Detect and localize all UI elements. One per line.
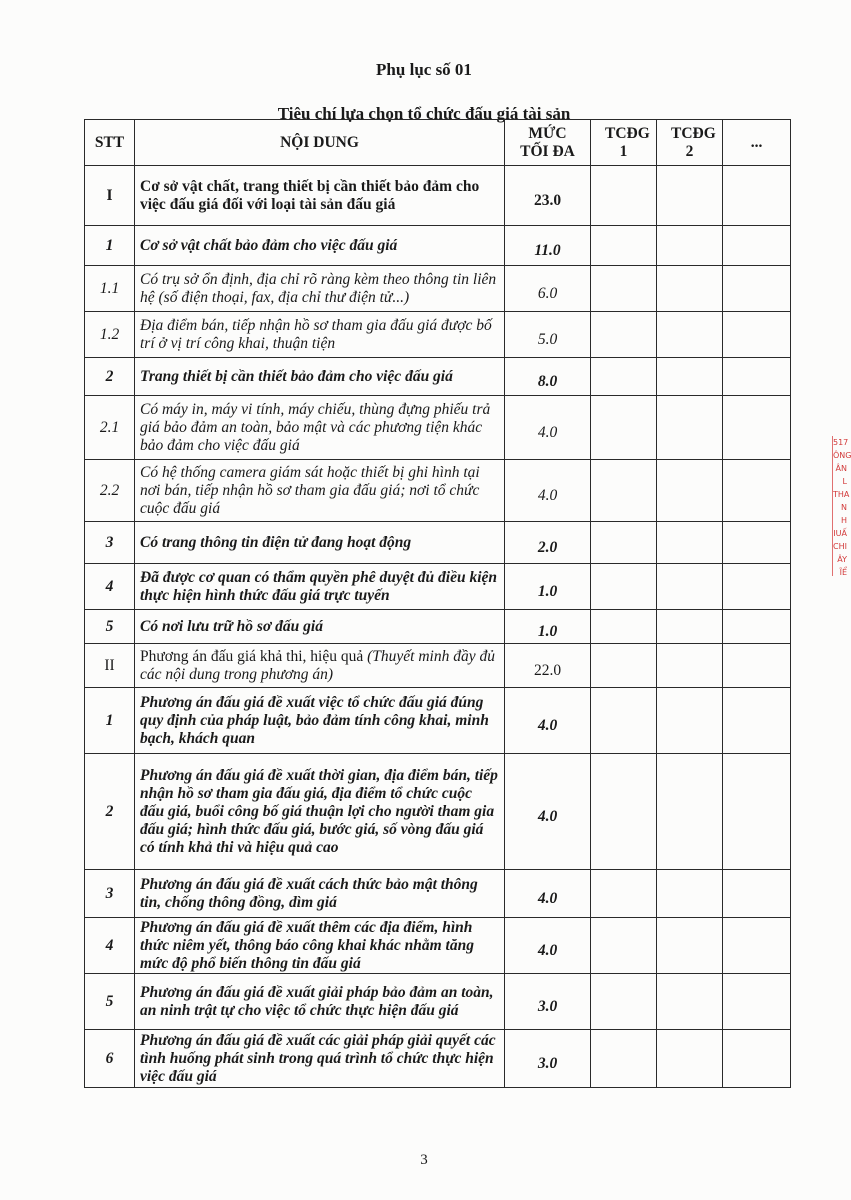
row-more-cell	[723, 564, 791, 610]
row-more-cell	[723, 266, 791, 312]
row-tcdg-2-cell	[657, 1030, 723, 1088]
row-tcdg-2-cell	[657, 564, 723, 610]
row-tcdg-1-cell	[591, 396, 657, 460]
row-tcdg-2-cell	[657, 166, 723, 226]
row-tcdg-2-cell	[657, 918, 723, 974]
row-more-cell	[723, 754, 791, 870]
row-stt: 2	[85, 358, 135, 396]
row-tcdg-1-cell	[591, 644, 657, 688]
red-stamp: 517 ÔNG ÂN L THA N H IUẤ CHI ÂY ĨỂ	[833, 438, 851, 577]
row-tcdg-1-cell	[591, 266, 657, 312]
row-content	[135, 610, 505, 644]
row-content-text: Trang thiết bị cần thiết bảo đảm cho việc đấu giá	[140, 367, 453, 385]
table-row	[85, 644, 791, 688]
row-content	[135, 688, 505, 754]
row-tcdg-1-cell	[591, 918, 657, 974]
row-tcdg-2-cell	[657, 644, 723, 688]
table-row	[85, 1030, 791, 1088]
col-content: NỘI DUNG	[135, 120, 505, 166]
table-row	[85, 460, 791, 522]
row-content	[135, 166, 505, 226]
row-tcdg-1-cell	[591, 522, 657, 564]
row-tcdg-2-cell	[657, 754, 723, 870]
table-row	[85, 312, 791, 358]
row-content-text: Có nơi lưu trữ hồ sơ đấu giá	[140, 617, 323, 635]
row-tcdg-1-cell	[591, 870, 657, 918]
row-max-score: 5.0	[505, 312, 591, 358]
row-more-cell	[723, 610, 791, 644]
row-content-text: Có máy in, máy vi tính, máy chiếu, thùng đựng phiếu trả giá bảo đảm an toàn, bảo mật và các phương tiện khác bảo đảm cho việc đấu giá	[140, 400, 491, 454]
col-tcdg-2: TCĐG 2	[657, 120, 723, 166]
row-more-cell	[723, 396, 791, 460]
row-content-text: Phương án đấu giá đề xuất việc tổ chức đấu giá đúng quy định của pháp luật, bảo đảm tính công khai, minh bạch, khách quan	[140, 693, 489, 747]
row-tcdg-1-cell	[591, 754, 657, 870]
row-more-cell	[723, 1030, 791, 1088]
row-max-score: 11.0	[505, 226, 591, 266]
row-more-cell	[723, 226, 791, 266]
table-row	[85, 522, 791, 564]
row-content-text: Phương án đấu giá đề xuất cách thức bảo mật thông tin, chống thông đồng, dìm giá	[140, 875, 478, 911]
col-tcdg-1: TCĐG 1	[591, 120, 657, 166]
row-content	[135, 226, 505, 266]
row-tcdg-2-cell	[657, 266, 723, 312]
row-content-text: Phương án đấu giá đề xuất thêm các địa điểm, hình thức niêm yết, thông báo công khai khác nhằm tăng mức độ phổ biến thông tin đấu giá	[140, 918, 474, 972]
row-tcdg-1-cell	[591, 1030, 657, 1088]
row-max-score: 22.0	[505, 644, 591, 688]
row-more-cell	[723, 688, 791, 754]
row-more-cell	[723, 166, 791, 226]
row-tcdg-1-cell	[591, 312, 657, 358]
row-content-text: Phương án đấu giá đề xuất thời gian, địa điểm bán, tiếp nhận hồ sơ tham gia đấu giá, địa điểm tổ chức cuộc đấu giá, buổi công bố giá thuận lợi cho người tham gia đấu giá; hình thức đấu giá, bước giá, số vòng đấu giá có tính khả thi và hiệu quả cao	[140, 766, 498, 856]
row-more-cell	[723, 358, 791, 396]
row-max-score: 4.0	[505, 754, 591, 870]
row-max-score: 2.0	[505, 522, 591, 564]
table-row	[85, 226, 791, 266]
row-more-cell	[723, 974, 791, 1030]
row-more-cell	[723, 522, 791, 564]
row-tcdg-2-cell	[657, 522, 723, 564]
row-more-cell	[723, 312, 791, 358]
row-max-score: 4.0	[505, 918, 591, 974]
row-more-cell	[723, 460, 791, 522]
row-max-score: 23.0	[505, 166, 591, 226]
row-tcdg-2-cell	[657, 974, 723, 1030]
row-stt: I	[85, 166, 135, 226]
row-content	[135, 312, 505, 358]
row-stt: 3	[85, 522, 135, 564]
row-tcdg-2-cell	[657, 358, 723, 396]
row-stt: II	[85, 644, 135, 688]
row-tcdg-2-cell	[657, 688, 723, 754]
row-max-score: 4.0	[505, 870, 591, 918]
row-tcdg-1-cell	[591, 226, 657, 266]
row-stt: 1.2	[85, 312, 135, 358]
row-content-text: Đã được cơ quan có thẩm quyền phê duyệt đủ điều kiện thực hiện hình thức đấu giá trực tuyến	[140, 568, 498, 604]
row-content	[135, 564, 505, 610]
table-header-row	[85, 120, 791, 166]
row-max-score: 4.0	[505, 396, 591, 460]
row-content	[135, 358, 505, 396]
row-content-text: Phương án đấu giá đề xuất giải pháp bảo đảm an toàn, an ninh trật tự cho việc tổ chức thực hiện đấu giá	[140, 983, 494, 1019]
row-content-text: Có hệ thống camera giám sát hoặc thiết bị ghi hình tại nơi bán, tiếp nhận hồ sơ tham gia đấu giá; nơi tổ chức cuộc đấu giá	[140, 463, 480, 517]
row-max-score: 3.0	[505, 974, 591, 1030]
row-stt: 4	[85, 564, 135, 610]
row-more-cell	[723, 870, 791, 918]
row-content	[135, 644, 505, 688]
row-content	[135, 918, 505, 974]
row-tcdg-1-cell	[591, 610, 657, 644]
row-more-cell	[723, 918, 791, 974]
row-tcdg-1-cell	[591, 974, 657, 1030]
row-content	[135, 396, 505, 460]
table-row	[85, 754, 791, 870]
table-row	[85, 396, 791, 460]
row-max-score: 6.0	[505, 266, 591, 312]
row-tcdg-1-cell	[591, 460, 657, 522]
table-row	[85, 688, 791, 754]
row-content	[135, 460, 505, 522]
col-stt: STT	[85, 120, 135, 166]
table-row	[85, 974, 791, 1030]
row-stt: 1	[85, 688, 135, 754]
row-tcdg-1-cell	[591, 358, 657, 396]
row-max-score: 8.0	[505, 358, 591, 396]
row-content-text: Cơ sở vật chất bảo đảm cho việc đấu giá	[140, 236, 398, 254]
row-max-score: 1.0	[505, 564, 591, 610]
row-max-score: 4.0	[505, 688, 591, 754]
row-content-text: Phương án đấu giá đề xuất các giải pháp giải quyết các tình huống phát sinh trong quá trình tổ chức thực hiện việc đấu giá	[140, 1031, 496, 1085]
row-stt: 2.2	[85, 460, 135, 522]
row-stt: 1.1	[85, 266, 135, 312]
row-max-score: 4.0	[505, 460, 591, 522]
row-content-text: Có trang thông tin điện tử đang hoạt động	[140, 533, 412, 551]
row-content-text: Địa điểm bán, tiếp nhận hồ sơ tham gia đấu giá được bố trí ở vị trí công khai, thuận tiện	[140, 316, 492, 352]
page-number: 3	[420, 1152, 428, 1168]
row-tcdg-2-cell	[657, 610, 723, 644]
row-content-note: (Thuyết minh đầy đủ các nội dung trong phương án)	[140, 647, 495, 683]
row-max-score: 1.0	[505, 610, 591, 644]
row-stt: 2.1	[85, 396, 135, 460]
row-tcdg-2-cell	[657, 460, 723, 522]
row-tcdg-2-cell	[657, 312, 723, 358]
row-stt: 2	[85, 754, 135, 870]
row-more-cell	[723, 644, 791, 688]
row-tcdg-1-cell	[591, 688, 657, 754]
row-content-text: Cơ sở vật chất, trang thiết bị cần thiết bảo đảm cho việc đấu giá đối với loại tài sản đấu giá	[140, 177, 480, 213]
row-content	[135, 266, 505, 312]
row-content	[135, 870, 505, 918]
table-row	[85, 918, 791, 974]
appendix-heading: Phụ lục số 01	[376, 60, 472, 79]
table-row	[85, 166, 791, 226]
row-content-text: Phương án đấu giá khả thi, hiệu quả	[140, 647, 364, 665]
row-stt: 1	[85, 226, 135, 266]
row-stt: 3	[85, 870, 135, 918]
document-title: Tiêu chí lựa chọn tổ chức đấu giá tài sản	[277, 104, 571, 123]
row-content	[135, 754, 505, 870]
col-max-score: MỨC TỐI ĐA	[505, 120, 591, 166]
row-stt: 5	[85, 610, 135, 644]
table-row	[85, 358, 791, 396]
row-tcdg-2-cell	[657, 396, 723, 460]
row-content-text: Có trụ sở ổn định, địa chỉ rõ ràng kèm theo thông tin liên hệ (số điện thoại, fax, địa chỉ thư điện tử...)	[140, 270, 497, 306]
row-tcdg-2-cell	[657, 226, 723, 266]
row-content	[135, 1030, 505, 1088]
row-tcdg-1-cell	[591, 166, 657, 226]
table-row	[85, 610, 791, 644]
row-tcdg-2-cell	[657, 870, 723, 918]
row-stt: 6	[85, 1030, 135, 1088]
row-content	[135, 522, 505, 564]
table-row	[85, 870, 791, 918]
row-content	[135, 974, 505, 1030]
row-max-score: 3.0	[505, 1030, 591, 1088]
row-stt: 4	[85, 918, 135, 974]
criteria-table	[84, 119, 791, 1088]
col-more: ...	[723, 120, 791, 166]
table-row	[85, 564, 791, 610]
row-tcdg-1-cell	[591, 564, 657, 610]
row-stt: 5	[85, 974, 135, 1030]
table-row	[85, 266, 791, 312]
